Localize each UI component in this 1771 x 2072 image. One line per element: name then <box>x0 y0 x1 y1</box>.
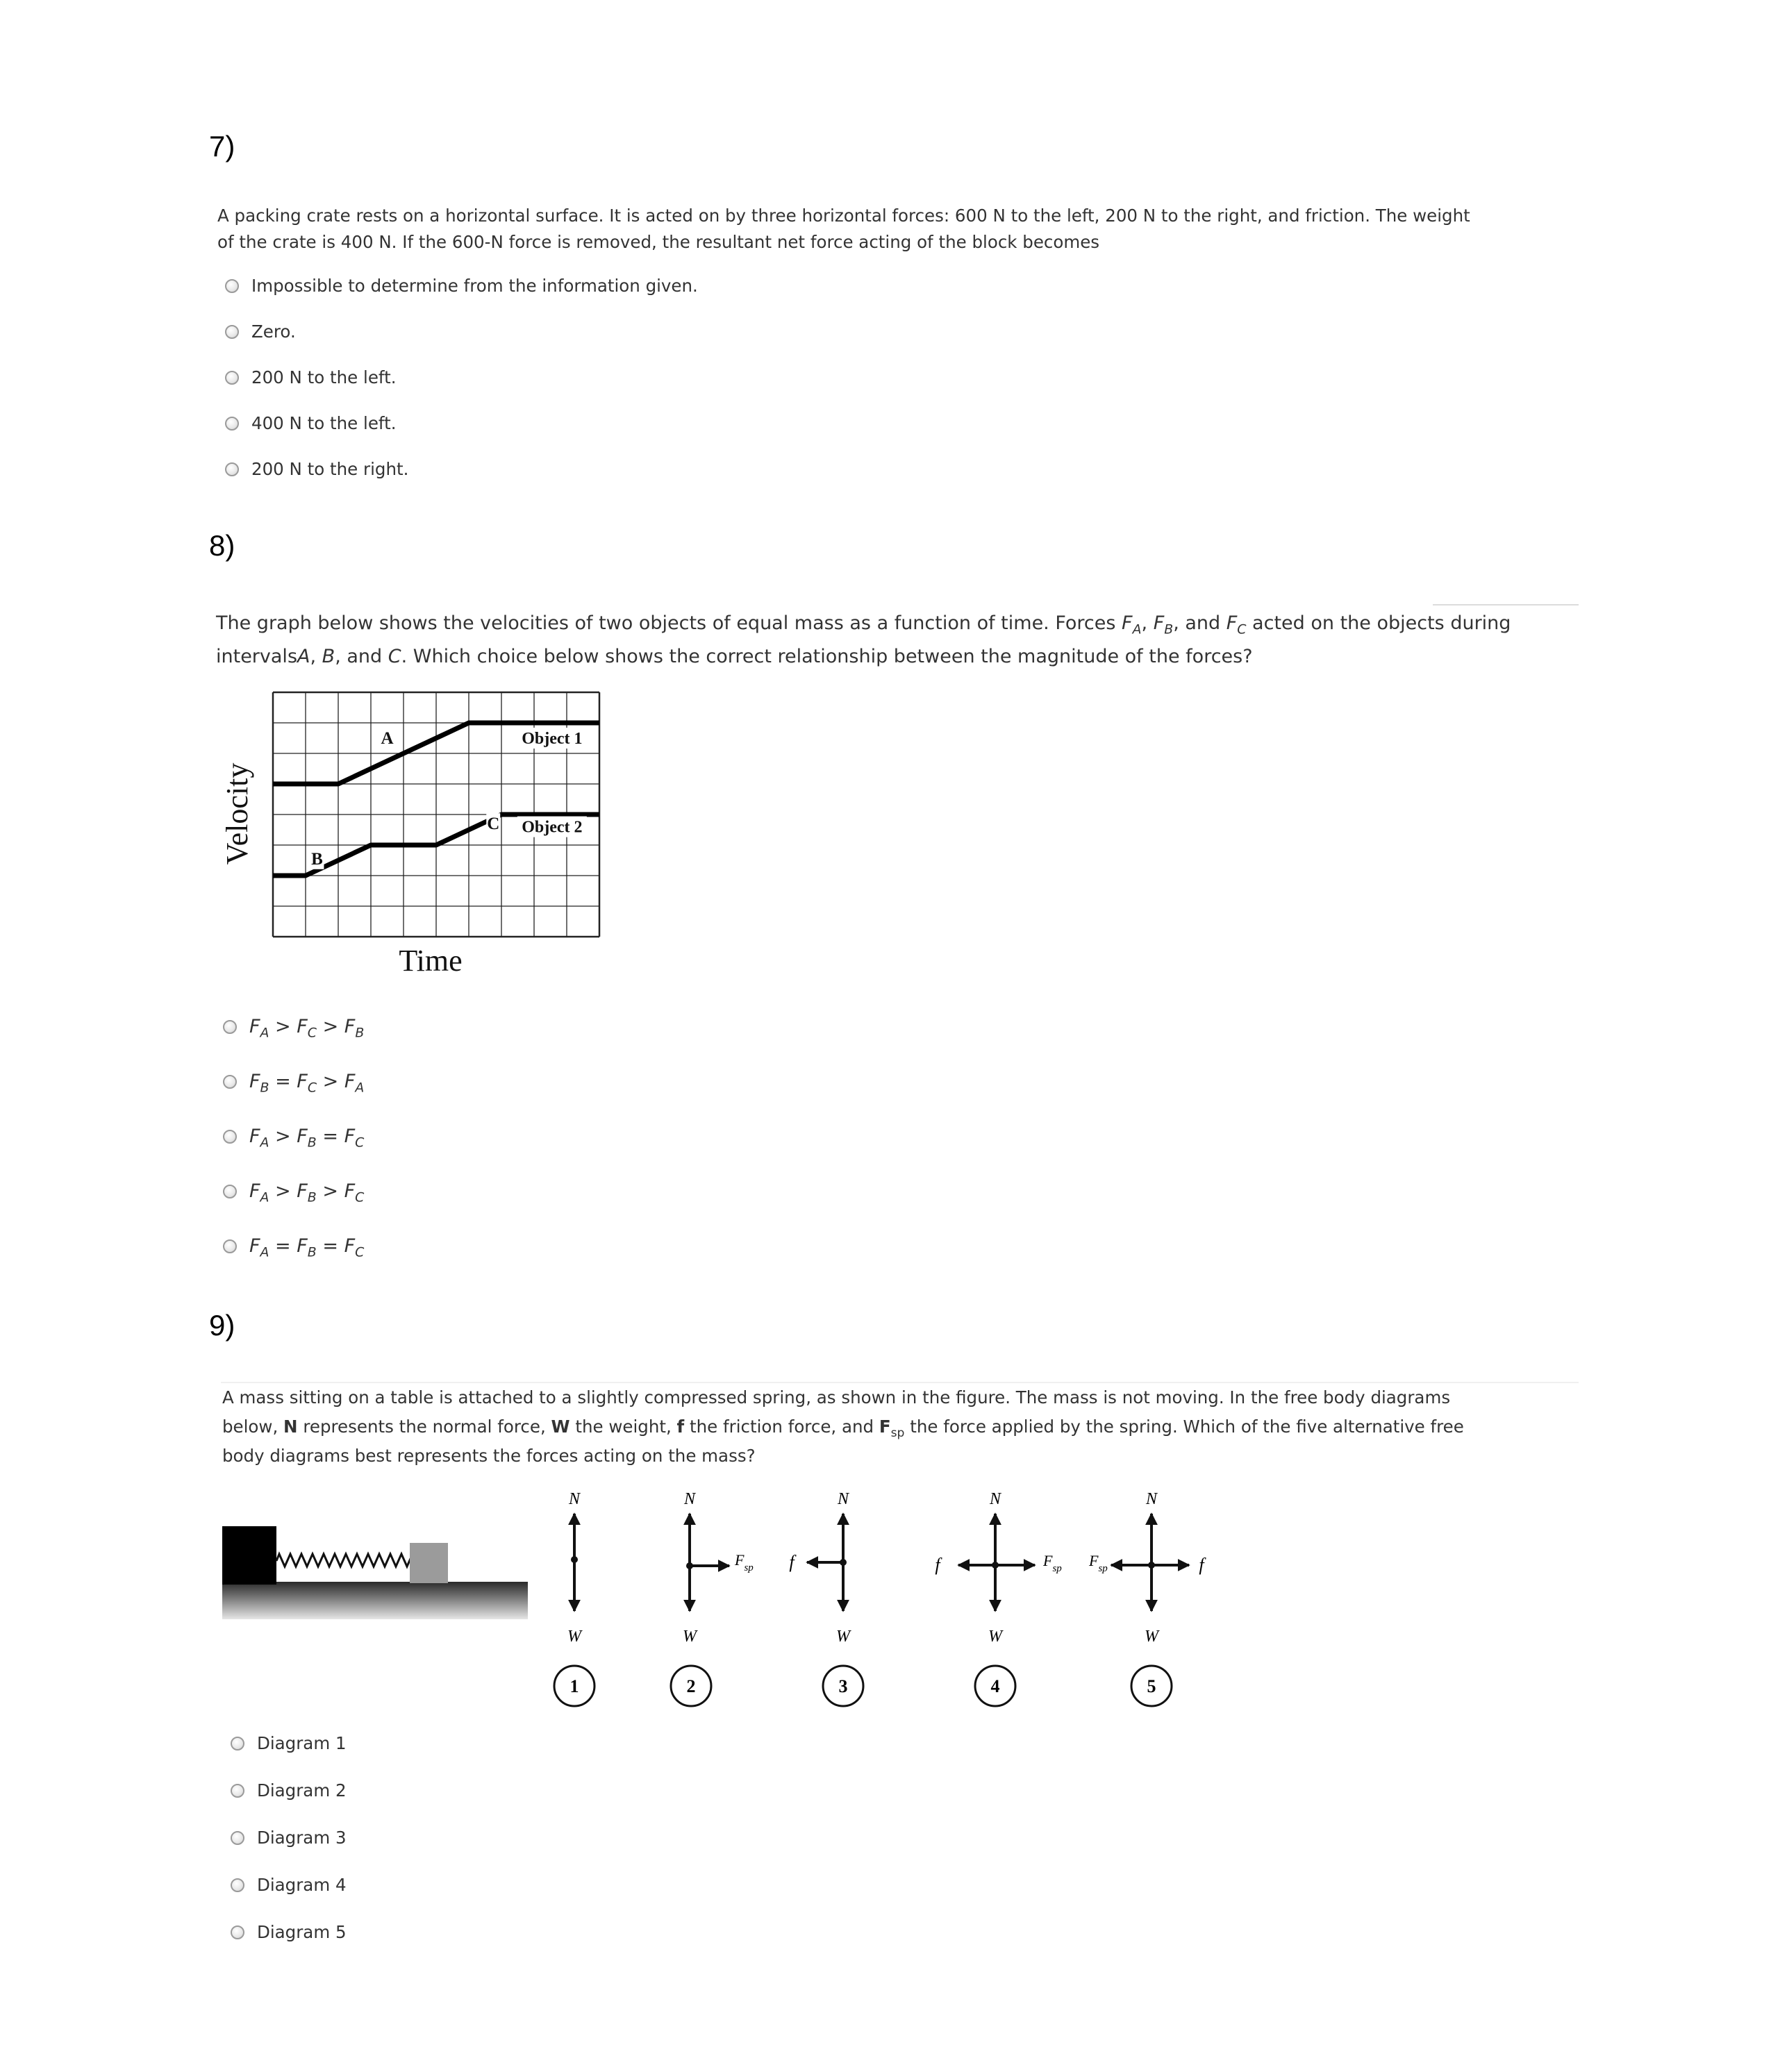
q8-option-3-label: $F_A > F_B = F_C$ <box>249 1126 365 1151</box>
q9-question-line3: body diagrams best represents the forces acting on the mass? <box>222 1446 756 1466</box>
normal-force-label: N <box>683 1490 696 1508</box>
q9-option-1-label: Diagram 1 <box>257 1733 347 1753</box>
q8-option-2-label: $F_B = F_C > F_A$ <box>249 1071 365 1096</box>
wall-block <box>222 1526 276 1585</box>
friction-force-label: f <box>1199 1555 1204 1575</box>
free-body-diagram-1 <box>554 1490 595 1706</box>
q7-option-3-label: 200 N to the left. <box>251 367 397 387</box>
annotation-b: B <box>311 849 323 869</box>
weight-label: W <box>1145 1628 1158 1646</box>
q9-option-4-label: Diagram 4 <box>257 1875 347 1895</box>
friction-force-label: f <box>935 1555 940 1575</box>
annotation-c: C <box>487 814 500 834</box>
diagram-number: 1 <box>569 1676 579 1696</box>
spring-force-label: $F_{sp}$ <box>735 1551 754 1573</box>
diagram-number: 2 <box>686 1676 696 1696</box>
q7-option-2-label: Zero. <box>251 321 296 342</box>
q9-question-line2: below, N represents the normal force, W the weight, f the friction force, and $F_{sp}$ the force applied by the spring. Which of the five alternative free <box>222 1417 1464 1440</box>
annotation-object-1: Object 1 <box>522 730 583 748</box>
q9-option-3[interactable] <box>231 1828 347 1848</box>
q7-question-line2: of the crate is 400 N. If the 600-N force is removed, the resultant net force acting of the block becomes <box>217 232 1100 252</box>
q8-number: 8) <box>209 529 235 562</box>
q9-option-3-label: Diagram 3 <box>257 1828 347 1848</box>
spring <box>276 1554 415 1566</box>
q8-option-5-label: $F_A = F_B = F_C$ <box>249 1235 365 1260</box>
q9-number: 9) <box>209 1309 235 1342</box>
q7-question-line1: A packing crate rests on a horizontal surface. It is acted on by three horizontal forces: 600 N to the left, 200 N to the right, and friction. The weight <box>217 206 1470 226</box>
weight-label: W <box>988 1628 1002 1646</box>
normal-force-label: N <box>1145 1490 1158 1508</box>
q7-number: 7) <box>209 130 235 162</box>
q9-option-2[interactable] <box>231 1780 347 1801</box>
annotation-object-2: Object 2 <box>522 818 583 837</box>
annotation-a: A <box>381 729 394 748</box>
diagram-number: 4 <box>990 1676 1000 1696</box>
q9-option-5[interactable] <box>231 1922 347 1942</box>
free-body-diagram-5 <box>1088 1490 1206 1706</box>
friction-force-label: f <box>789 1552 795 1572</box>
q9-option-5-label: Diagram 5 <box>257 1922 347 1942</box>
spring-force-label: $F_{sp}$ <box>1089 1552 1108 1574</box>
q8-option-4-label: $F_A > F_B > F_C$ <box>249 1180 365 1205</box>
diagram-number: 5 <box>1147 1676 1156 1696</box>
x-axis-label: Time <box>399 944 463 978</box>
table-surface <box>222 1582 528 1619</box>
q8-option-1-label: $F_A > F_C > F_B$ <box>249 1016 365 1041</box>
y-axis-label: Velocity <box>220 762 254 865</box>
free-body-diagram-3 <box>789 1490 863 1706</box>
weight-label: W <box>683 1628 697 1646</box>
diagram-number: 3 <box>838 1676 848 1696</box>
free-body-diagram-2 <box>671 1490 754 1706</box>
q9-question-line1: A mass sitting on a table is attached to a slightly compressed spring, as shown in the figure. The mass is not moving. In the free body diagrams <box>222 1387 1451 1407</box>
radio-button[interactable] <box>231 1831 244 1845</box>
q9-option-4[interactable] <box>231 1875 347 1895</box>
normal-force-label: N <box>568 1490 581 1508</box>
weight-label: W <box>567 1628 581 1646</box>
q7-option-5-label: 200 N to the right. <box>251 459 409 479</box>
normal-force-label: N <box>989 1490 1001 1508</box>
weight-label: W <box>836 1628 850 1646</box>
q9-option-1[interactable] <box>231 1733 347 1753</box>
q9-option-2-label: Diagram 2 <box>257 1780 347 1801</box>
mass-block <box>410 1543 448 1583</box>
q8-question-line1: The graph below shows the velocities of two objects of equal mass as a function of time. Forces $F_A$, $F_B$, and $F_C$ acted on the objects during <box>216 612 1511 637</box>
spring-force-label: $F_{sp}$ <box>1043 1552 1062 1574</box>
free-body-diagram-4 <box>935 1490 1062 1706</box>
q8-question-line2: intervalsA, B, and C. Which choice below shows the correct relationship between the magnitude of the forces? <box>216 646 1253 667</box>
radio-button[interactable] <box>231 1925 244 1939</box>
normal-force-label: N <box>837 1490 849 1508</box>
q7-option-4-label: 400 N to the left. <box>251 413 397 433</box>
q7-option-1-label: Impossible to determine from the information given. <box>251 276 698 296</box>
radio-button[interactable] <box>231 1737 244 1751</box>
radio-button[interactable] <box>231 1784 244 1798</box>
radio-button[interactable] <box>231 1878 244 1892</box>
